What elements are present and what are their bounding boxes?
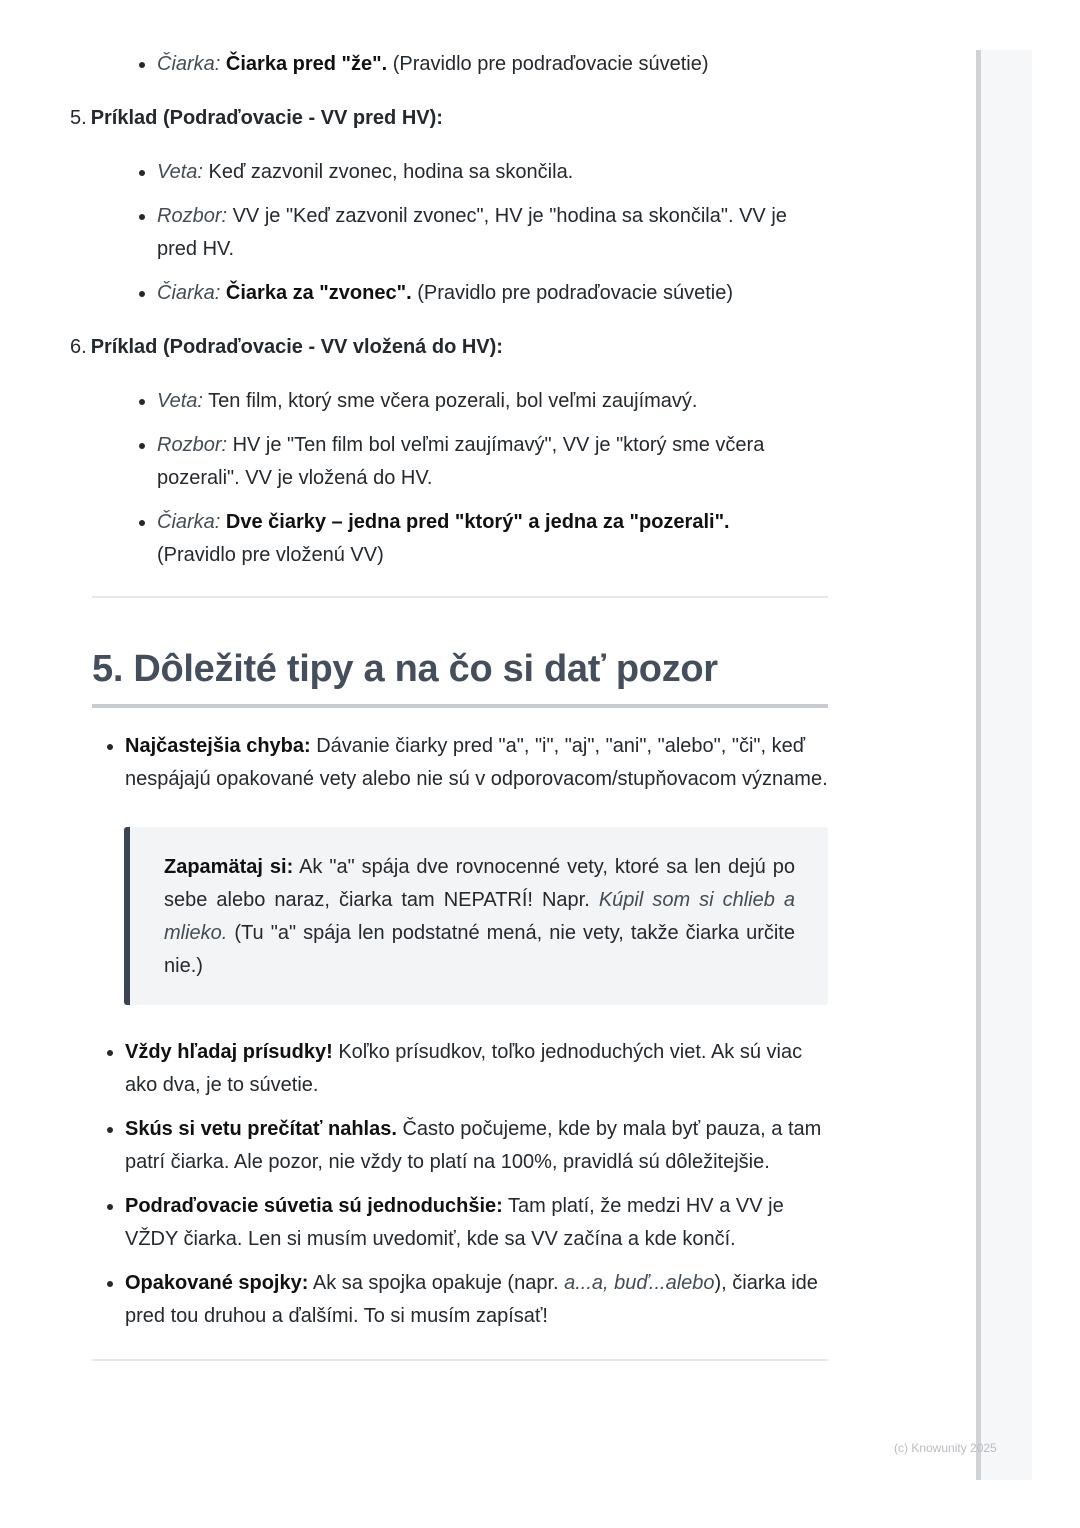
tip-text: Dávanie čiarky pred "a", "i", "aj", "ani", "alebo", "či", keď nespájajú opakované vety alebo nie sú v odporovacom/stupňovacom význame. xyxy=(125,735,828,790)
right-margin-panel xyxy=(976,50,1032,1480)
item-text: (Pravidlo pre vloženú VV) xyxy=(157,544,384,566)
item-bold: Dve čiarky – jedna pred "ktorý" a jedna za "pozerali". xyxy=(225,511,730,533)
tip-text: Často počujeme, kde by mala byť pauza, a tam patrí čiarka. Ale pozor, nie vždy to platí na 100%, pravidlá sú dôležitejšie. xyxy=(125,1118,822,1173)
copyright-notice: (c) Knowunity 2025 xyxy=(894,1441,997,1455)
right-margin-divider xyxy=(976,50,981,1480)
item-label: Čiarka: xyxy=(157,53,221,75)
item-label: Rozbor: xyxy=(157,434,228,456)
example5-title: Príklad (Podraďovacie - VV pred HV): xyxy=(90,107,443,129)
section-divider xyxy=(92,596,828,598)
tip-text: Tam platí, že medzi HV a VV je VŽDY čiarka. Len si musím uvedomiť, kde sa VV začína a kde končí. xyxy=(125,1195,784,1250)
tip-bold: Podraďovacie súvetia sú jednoduchšie: xyxy=(125,1195,503,1217)
example6-list xyxy=(92,385,828,572)
tip-text-end: ), čiarka ide pred tou druhou a ďalšími. To si musím zapísať! xyxy=(125,1272,818,1327)
tip-bold: Najčastejšia chyba: xyxy=(125,735,311,757)
example6-title: Príklad (Podraďovacie - VV vložená do HV): xyxy=(90,336,503,358)
item-text: Keď zazvonil zvonec, hodina sa skončila. xyxy=(202,161,574,183)
list-item xyxy=(157,506,828,572)
item-text: (Pravidlo pre podraďovacie súvetie) xyxy=(411,282,733,304)
example6-number: 6. xyxy=(70,336,87,358)
item-bold: Čiarka pred "že". xyxy=(225,53,388,75)
list-item xyxy=(157,429,828,495)
example5-number: 5. xyxy=(70,107,87,129)
example4-continuation-list xyxy=(92,48,828,81)
example5-heading xyxy=(60,102,828,135)
callout-box xyxy=(124,827,828,1005)
tip-text: Koľko prísudkov, toľko jednoduchých viet. Ak sú viac ako dva, je to súvetie. xyxy=(125,1041,803,1096)
item-label: Čiarka: xyxy=(157,282,221,304)
callout-bold: Zapamätaj si: xyxy=(164,856,294,878)
tip-bold: Skús si vetu prečítať nahlas. xyxy=(125,1118,397,1140)
list-item xyxy=(157,48,828,81)
list-item xyxy=(157,200,828,266)
item-text: Ten film, ktorý sme včera pozerali, bol veľmi zaujímavý. xyxy=(202,390,698,412)
tip-text: Ak sa spojka opakuje (napr. xyxy=(308,1272,565,1294)
document-page xyxy=(70,48,828,1361)
item-text: HV je "Ten film bol veľmi zaujímavý", VV je "ktorý sme včera pozerali". VV je vložená do HV. xyxy=(157,434,765,489)
item-text: VV je "Keď zazvonil zvonec", HV je "hodina sa skončila". VV je pred HV. xyxy=(157,205,787,260)
item-label: Rozbor: xyxy=(157,205,228,227)
tip-example: a...a, buď...alebo xyxy=(564,1272,715,1294)
example5-list xyxy=(92,156,828,310)
item-text: (Pravidlo pre podraďovacie súvetie) xyxy=(387,53,709,75)
list-item xyxy=(157,277,828,310)
tip-bold: Vždy hľadaj prísudky! xyxy=(125,1041,333,1063)
tip-bold: Opakované spojky: xyxy=(125,1272,309,1294)
list-item xyxy=(125,730,828,1005)
item-bold: Čiarka za "zvonec". xyxy=(225,282,412,304)
callout-text: Ak "a" spája dve rovnocenné vety, ktoré sa len dejú po sebe alebo naraz, čiarka tam NEPATRÍ! Napr. xyxy=(164,856,795,911)
section-heading: 5. Dôležité tipy a na čo si dať pozor xyxy=(92,646,828,708)
list-item xyxy=(125,1190,828,1256)
callout-example: Kúpil som si chlieb a mlieko. xyxy=(164,889,796,944)
item-label: Veta: xyxy=(157,390,203,412)
example6-heading xyxy=(60,331,828,364)
list-item xyxy=(125,1267,828,1333)
list-item xyxy=(157,156,828,189)
list-item xyxy=(157,385,828,418)
tips-list xyxy=(92,730,828,1333)
callout-text-end: (Tu "a" spája len podstatné mená, nie vety, takže čiarka určite nie.) xyxy=(164,922,795,977)
list-item xyxy=(125,1036,828,1102)
item-label: Čiarka: xyxy=(157,511,221,533)
list-item xyxy=(125,1113,828,1179)
item-label: Veta: xyxy=(157,161,203,183)
section-divider xyxy=(92,1359,828,1361)
